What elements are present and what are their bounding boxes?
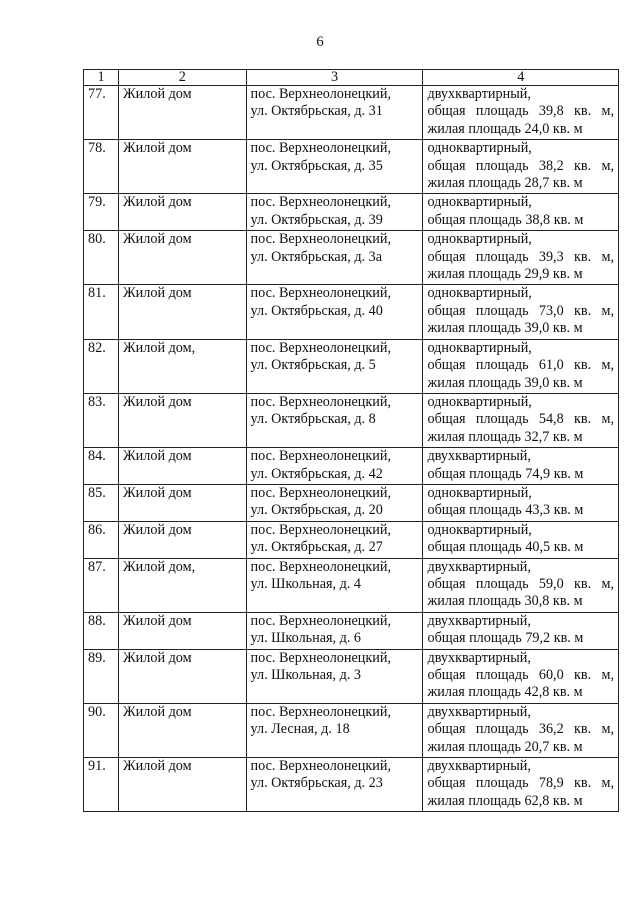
object-description — [423, 484, 619, 521]
description-line: двухквартирный, — [427, 703, 531, 720]
object-description — [423, 612, 619, 649]
description-line: жилая площадь 24,0 кв. м — [427, 120, 583, 137]
description-line: общая площадь 38,2 кв. м, — [427, 157, 614, 174]
description-line: одноквартирный, — [427, 339, 532, 356]
object-name: Жилой дом, — [118, 558, 246, 612]
row-number: 86. — [84, 521, 119, 558]
row-number: 89. — [84, 649, 119, 703]
address-line: ул. Октябрьская, д. 42 — [250, 465, 383, 482]
description-line: общая площадь 39,3 кв. м, — [427, 248, 614, 265]
address-line: ул. Школьная, д. 6 — [250, 630, 362, 647]
address-line: ул. Октябрьская, д. 35 — [250, 157, 383, 174]
description-line: двухквартирный, — [427, 649, 531, 666]
row-number: 81. — [84, 285, 119, 339]
object-address — [246, 194, 423, 231]
address-line: ул. Октябрьская, д. 8 — [250, 411, 376, 428]
column-header-address: 3 — [246, 70, 423, 86]
table-row — [84, 758, 619, 812]
object-address — [246, 758, 423, 812]
address-line: ул. Октябрьская, д. 39 — [250, 211, 383, 228]
description-line: одноквартирный, — [427, 484, 532, 501]
description-line: одноквартирный, — [427, 231, 532, 248]
page-number: 6 — [316, 34, 324, 50]
table-row — [84, 558, 619, 612]
table-row — [84, 703, 619, 757]
table-header-row — [84, 70, 619, 86]
description-line: общая площадь 78,9 кв. м, — [427, 775, 614, 792]
description-line: одноквартирный, — [427, 521, 532, 538]
row-number: 90. — [84, 703, 119, 757]
object-address — [246, 521, 423, 558]
object-name: Жилой дом — [118, 612, 246, 649]
object-description — [423, 231, 619, 285]
address-line: пос. Верхнеолонецкий, — [250, 448, 391, 465]
address-line: ул. Школьная, д. 3 — [250, 667, 362, 683]
object-name: Жилой дом — [118, 758, 246, 812]
table-row — [84, 194, 619, 231]
address-line: пос. Верхнеолонецкий, — [250, 612, 391, 629]
description-line: жилая площадь 29,9 кв. м — [427, 266, 583, 283]
object-address — [246, 231, 423, 285]
address-line: пос. Верхнеолонецкий, — [250, 86, 391, 102]
table-row — [84, 86, 619, 140]
object-name: Жилой дом — [118, 285, 246, 339]
object-name: Жилой дом — [118, 484, 246, 521]
description-line: общая площадь 39,8 кв. м, — [427, 103, 614, 120]
address-line: пос. Верхнеолонецкий, — [250, 231, 391, 248]
object-description — [423, 285, 619, 339]
description-line: жилая площадь 30,8 кв. м — [427, 593, 583, 610]
address-line: ул. Октябрьская, д. 23 — [250, 775, 383, 792]
object-address — [246, 649, 423, 703]
object-description — [423, 448, 619, 485]
row-number: 79. — [84, 194, 119, 231]
column-header-description: 4 — [423, 70, 619, 86]
description-line: жилая площадь 39,0 кв. м — [427, 374, 583, 391]
column-header-object: 2 — [118, 70, 246, 86]
row-number: 82. — [84, 339, 119, 393]
address-line: пос. Верхнеолонецкий, — [250, 339, 391, 356]
table-row — [84, 448, 619, 485]
description-line: одноквартирный, — [427, 285, 532, 302]
description-line: общая площадь 73,0 кв. м, — [427, 302, 614, 319]
housing-registry-table — [83, 69, 619, 812]
description-line: одноквартирный, — [427, 140, 532, 157]
description-line: общая площадь 36,2 кв. м, — [427, 721, 614, 738]
object-name: Жилой дом, — [118, 339, 246, 393]
description-line: двухквартирный, — [427, 558, 531, 575]
column-header-number: 1 — [84, 70, 119, 86]
table-row — [84, 339, 619, 393]
address-line: ул. Школьная, д. 4 — [250, 575, 362, 592]
object-name: Жилой дом — [118, 86, 246, 140]
table-row — [84, 231, 619, 285]
table-row — [84, 649, 619, 703]
address-line: пос. Верхнеолонецкий, — [250, 649, 391, 666]
address-line: ул. Октябрьская, д. 40 — [250, 302, 383, 319]
object-address — [246, 612, 423, 649]
address-line: пос. Верхнеолонецкий, — [250, 393, 391, 410]
address-line: пос. Верхнеолонецкий, — [250, 140, 391, 157]
row-number: 88. — [84, 612, 119, 649]
object-name: Жилой дом — [118, 393, 246, 447]
description-line: общая площадь 61,0 кв. м, — [427, 357, 614, 374]
object-description — [423, 758, 619, 812]
address-line: ул. Лесная, д. 18 — [250, 721, 350, 738]
object-name: Жилой дом — [118, 140, 246, 194]
description-line: общая площадь 59,0 кв. м, — [427, 575, 614, 592]
table-row — [84, 393, 619, 447]
address-line: ул. Октябрьская, д. 27 — [250, 539, 383, 556]
object-name: Жилой дом — [118, 231, 246, 285]
address-line: ул. Октябрьская, д. 20 — [250, 502, 383, 519]
description-line: общая площадь 43,3 кв. м — [427, 502, 584, 519]
row-number: 85. — [84, 484, 119, 521]
object-address — [246, 448, 423, 485]
description-line: жилая площадь 39,0 кв. м — [427, 320, 583, 337]
description-line: жилая площадь 42,8 кв. м — [427, 684, 583, 701]
description-line: жилая площадь 28,7 кв. м — [427, 175, 583, 192]
object-description — [423, 649, 619, 703]
table-body — [84, 86, 619, 812]
object-address — [246, 393, 423, 447]
address-line: пос. Верхнеолонецкий, — [250, 521, 391, 538]
object-address — [246, 86, 423, 140]
description-line: общая площадь 38,8 кв. м — [427, 211, 584, 228]
description-line: жилая площадь 20,7 кв. м — [427, 738, 583, 755]
description-line: общая площадь 74,9 кв. м — [427, 465, 584, 482]
table-row — [84, 521, 619, 558]
object-description — [423, 194, 619, 231]
description-line: общая площадь 79,2 кв. м — [427, 630, 584, 647]
row-number: 80. — [84, 231, 119, 285]
object-name: Жилой дом — [118, 703, 246, 757]
table-row — [84, 140, 619, 194]
object-address — [246, 703, 423, 757]
address-line: пос. Верхнеолонецкий, — [250, 484, 391, 501]
address-line: ул. Октябрьская, д. 5 — [250, 357, 376, 374]
address-line: пос. Верхнеолонецкий, — [250, 194, 391, 211]
description-line: жилая площадь 32,7 кв. м — [427, 428, 583, 445]
object-address — [246, 558, 423, 612]
object-address — [246, 339, 423, 393]
description-line: общая площадь 40,5 кв. м — [427, 539, 584, 556]
address-line: пос. Верхнеолонецкий, — [250, 285, 391, 302]
object-name: Жилой дом — [118, 649, 246, 703]
object-description — [423, 140, 619, 194]
row-number: 77. — [84, 86, 119, 140]
object-description — [423, 339, 619, 393]
object-name: Жилой дом — [118, 521, 246, 558]
object-name: Жилой дом — [118, 194, 246, 231]
table-row — [84, 612, 619, 649]
address-line: пос. Верхнеолонецкий, — [250, 758, 391, 775]
row-number: 83. — [84, 393, 119, 447]
object-address — [246, 484, 423, 521]
object-description — [423, 703, 619, 757]
description-line: двухквартирный, — [427, 448, 531, 465]
description-line: одноквартирный, — [427, 393, 532, 410]
object-address — [246, 285, 423, 339]
object-description — [423, 558, 619, 612]
description-line: двухквартирный, — [427, 758, 531, 775]
description-line: двухквартирный, — [427, 86, 531, 102]
address-line: пос. Верхнеолонецкий, — [250, 558, 391, 575]
row-number: 87. — [84, 558, 119, 612]
description-line: общая площадь 54,8 кв. м, — [427, 411, 614, 428]
description-line: жилая площадь 62,8 кв. м — [427, 792, 583, 809]
address-line: пос. Верхнеолонецкий, — [250, 703, 391, 720]
object-address — [246, 140, 423, 194]
row-number: 84. — [84, 448, 119, 485]
row-number: 91. — [84, 758, 119, 812]
object-description — [423, 521, 619, 558]
table-row — [84, 484, 619, 521]
address-line: ул. Октябрьская, д. 31 — [250, 103, 383, 120]
table-row — [84, 285, 619, 339]
object-name: Жилой дом — [118, 448, 246, 485]
object-description — [423, 393, 619, 447]
address-line: ул. Октябрьская, д. 3а — [250, 248, 383, 265]
description-line: двухквартирный, — [427, 612, 531, 629]
description-line: общая площадь 60,0 кв. м, — [427, 667, 614, 683]
description-line: одноквартирный, — [427, 194, 532, 211]
object-description — [423, 86, 619, 140]
row-number: 78. — [84, 140, 119, 194]
